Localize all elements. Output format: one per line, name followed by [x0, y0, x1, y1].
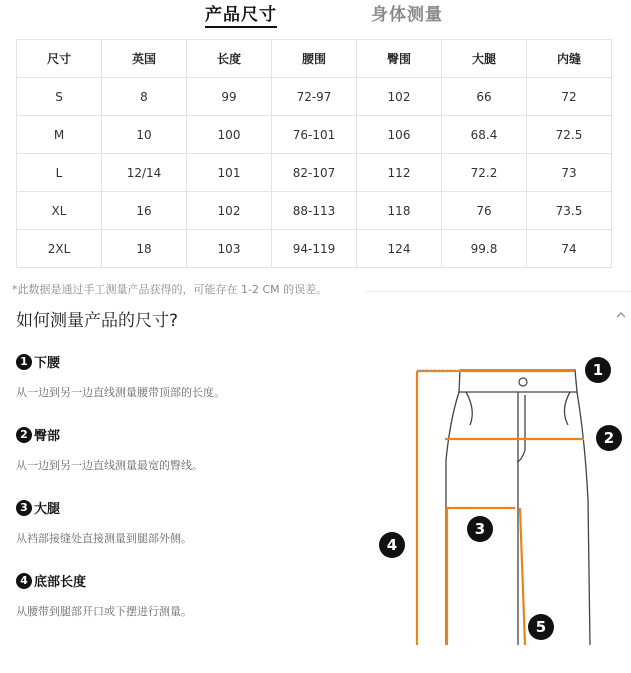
table-cell: 8	[102, 78, 187, 116]
table-cell: 18	[102, 230, 187, 268]
tab-product-size[interactable]: 产品尺寸	[205, 0, 277, 28]
step-title: 臀部	[34, 429, 61, 444]
table-header-row	[17, 40, 612, 78]
table-cell: 72	[527, 78, 612, 116]
step-title: 下腰	[34, 356, 61, 371]
table-cell: 76-101	[272, 116, 357, 154]
table-cell: 66	[442, 78, 527, 116]
table-cell: 103	[187, 230, 272, 268]
step-description: 从一边到另一边直线测量腰带顶部的长度。	[16, 386, 225, 399]
table-row	[17, 116, 612, 154]
header-cell: 大腿	[442, 40, 527, 78]
svg-text:2: 2	[603, 429, 615, 447]
table-cell: 73	[527, 154, 612, 192]
marker-4-icon	[379, 532, 405, 558]
tab-bar	[0, 0, 631, 26]
step-description: 从一边到另一边直线测量最宽的臀线。	[16, 459, 203, 472]
step-title: 底部长度	[34, 575, 87, 590]
pants-measurement-diagram	[370, 355, 631, 673]
table-cell: 102	[357, 78, 442, 116]
marker-5-icon	[528, 614, 554, 640]
table-cell: 99.8	[442, 230, 527, 268]
header-cell: 尺寸	[17, 40, 102, 78]
step-bottom-length	[16, 571, 192, 619]
table-row	[17, 78, 612, 116]
table-cell: 76	[442, 192, 527, 230]
table-cell: 10	[102, 116, 187, 154]
table-cell: M	[17, 116, 102, 154]
table-cell: 73.5	[527, 192, 612, 230]
marker-1-icon	[585, 357, 611, 383]
size-table	[16, 39, 612, 268]
step-number-badge: 2	[16, 427, 32, 443]
step-hip	[16, 425, 203, 473]
step-title: 大腿	[34, 502, 61, 517]
table-cell: 118	[357, 192, 442, 230]
table-cell: 100	[187, 116, 272, 154]
table-row	[17, 192, 612, 230]
tab-body-measurement[interactable]: 身体测量	[371, 5, 443, 25]
table-cell: 12/14	[102, 154, 187, 192]
table-cell: XL	[17, 192, 102, 230]
step-description: 从腰带到腿部开口或下摆进行测量。	[16, 605, 192, 618]
step-description: 从裆部接缝处直接测量到腿部外侧。	[16, 532, 192, 545]
table-cell: L	[17, 154, 102, 192]
step-number-badge: 4	[16, 573, 32, 589]
table-cell: 68.4	[442, 116, 527, 154]
table-cell: 16	[102, 192, 187, 230]
table-cell: 88-113	[272, 192, 357, 230]
header-cell: 腰围	[272, 40, 357, 78]
svg-text:4: 4	[386, 536, 398, 554]
table-row	[17, 230, 612, 268]
step-number-badge: 3	[16, 500, 32, 516]
measurement-note: *此数据是通过手工测量产品获得的，可能存在 1-2 CM 的误差。	[12, 283, 328, 296]
measurement-lines	[417, 371, 584, 645]
table-cell: 106	[357, 116, 442, 154]
table-cell: 94-119	[272, 230, 357, 268]
table-cell: 2XL	[17, 230, 102, 268]
marker-2-icon	[596, 425, 622, 451]
table-cell: 72.2	[442, 154, 527, 192]
header-cell: 内缝	[527, 40, 612, 78]
header-cell: 英国	[102, 40, 187, 78]
step-number-badge: 1	[16, 354, 32, 370]
table-cell: 112	[357, 154, 442, 192]
table-row	[17, 154, 612, 192]
step-thigh	[16, 498, 192, 546]
marker-3-icon	[467, 516, 493, 542]
svg-text:5: 5	[535, 618, 547, 636]
howto-title: 如何测量产品的尺寸?	[16, 311, 179, 331]
table-cell: 101	[187, 154, 272, 192]
table-cell: 124	[357, 230, 442, 268]
chevron-up-icon[interactable]	[614, 308, 628, 322]
step-waist	[16, 352, 225, 400]
button-icon	[519, 378, 527, 386]
svg-text:1: 1	[592, 361, 604, 379]
svg-text:3: 3	[474, 520, 486, 538]
table-cell: 72.5	[527, 116, 612, 154]
table-cell: 82-107	[272, 154, 357, 192]
divider	[365, 291, 631, 292]
table-cell: 74	[527, 230, 612, 268]
table-cell: 72-97	[272, 78, 357, 116]
header-cell: 长度	[187, 40, 272, 78]
table-cell: S	[17, 78, 102, 116]
header-cell: 臀围	[357, 40, 442, 78]
table-cell: 99	[187, 78, 272, 116]
table-cell: 102	[187, 192, 272, 230]
